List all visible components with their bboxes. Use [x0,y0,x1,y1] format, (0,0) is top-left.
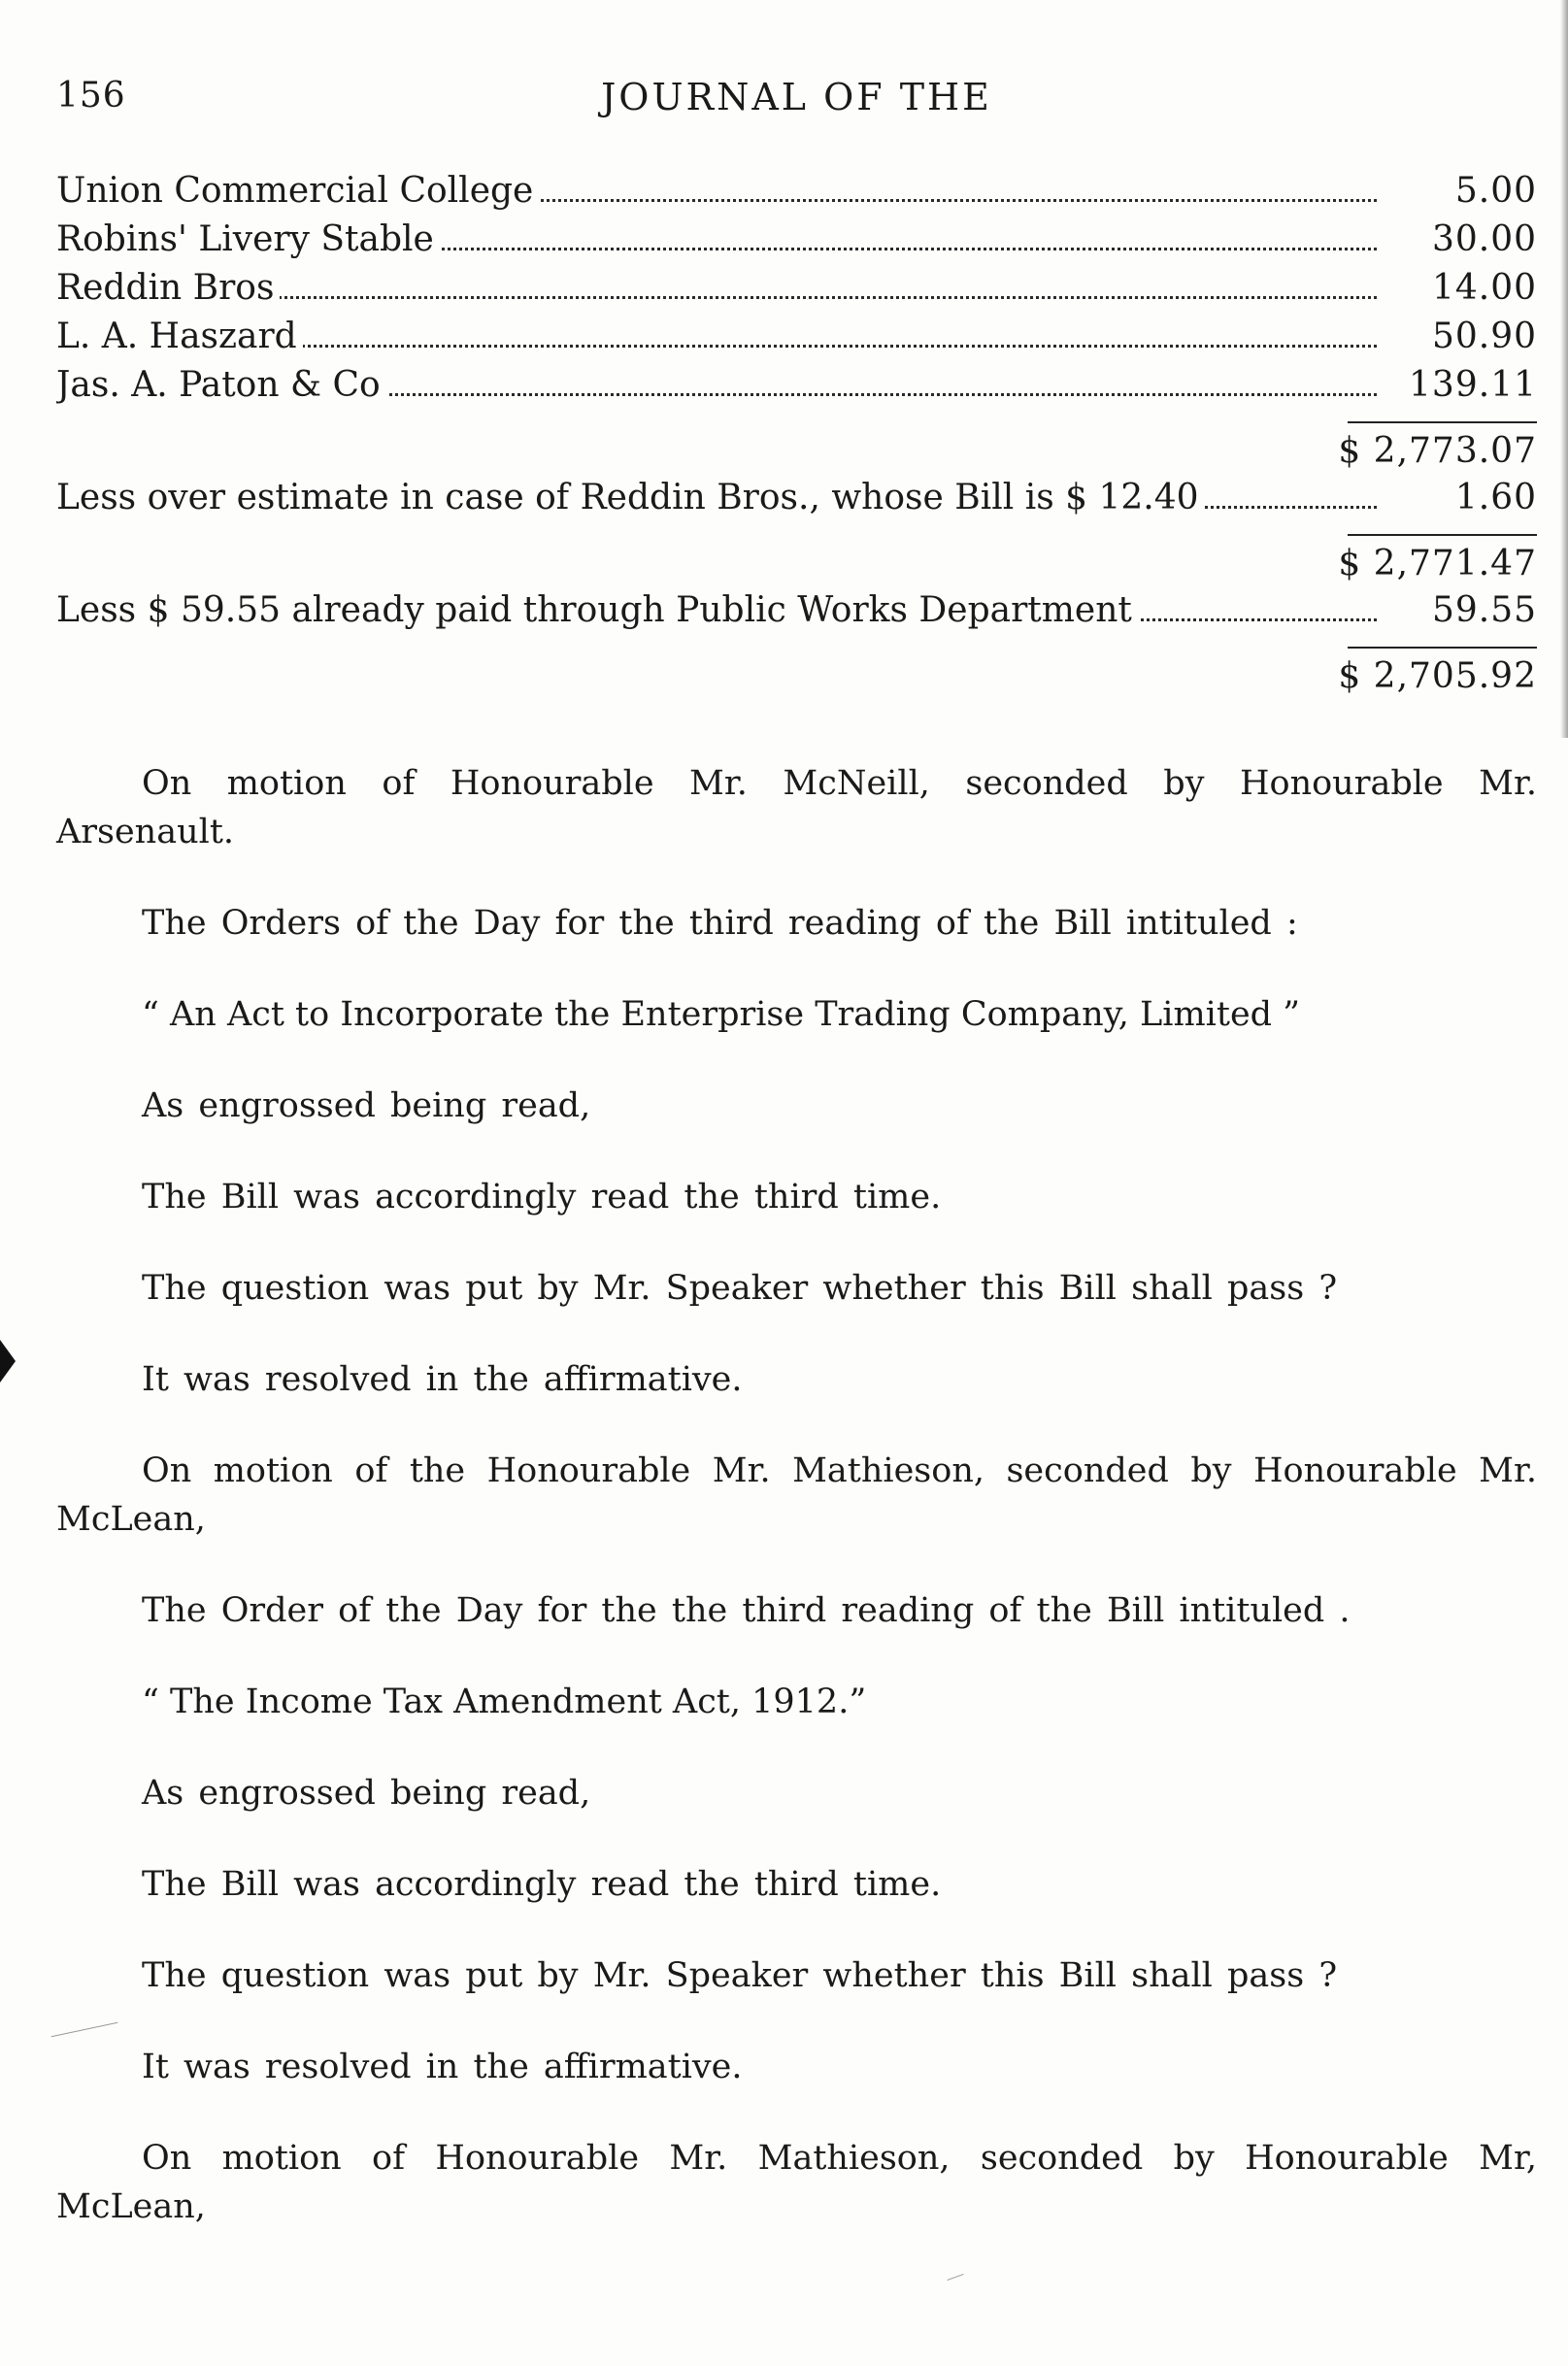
account-name: Reddin Bros [56,268,280,308]
paragraph: The Bill was accordingly read the third time. [142,1865,942,1904]
page-number: 156 [56,76,126,116]
account-name: Union Commercial College [56,171,539,211]
deduction-amount: 1.60 [1454,478,1537,517]
account-row [56,167,1537,216]
total-row [56,647,1537,699]
paragraph: The question was put by Mr. Speaker whether this Bill shall pass ? [142,1269,1338,1308]
paragraph: It was resolved in the affirmative. [142,2048,743,2086]
subtotal-amount: $ 2,771.47 [1338,544,1537,583]
account-name: Jas. A. Paton & Co [56,365,386,405]
margin-mark [0,1340,16,1383]
bill-title: “ The Income Tax Amendment Act, 1912.” [142,1683,867,1721]
accounts-table [56,167,1537,699]
paragraph: It was resolved in the affirmative. [142,1360,743,1399]
account-row [56,313,1537,361]
subtotal-row [56,534,1537,586]
account-row [56,216,1537,264]
account-row [56,361,1537,410]
paragraph: As engrossed being read, [142,1774,591,1813]
journal-body [56,759,1537,2231]
paragraph: On motion of Honourable Mr. McNeill, seconded by Honourable Mr. Arsenault. [56,764,1537,851]
paragraph: On motion of Honourable Mr. Mathieson, seconded by Honourable Mr, McLean, [56,2139,1537,2226]
account-amount: 30.00 [1431,219,1537,259]
paragraph: As engrossed being read, [142,1086,591,1125]
total-amount: $ 2,705.92 [1338,656,1537,696]
account-row [56,264,1537,313]
sum-rule [1348,421,1537,423]
deduction-label: Less $ 59.55 already paid through Public Works Department [56,590,1138,630]
subtotal-row [56,421,1537,474]
stray-mark [947,2274,963,2281]
subtotal-amount: $ 2,773.07 [1338,431,1537,471]
account-amount: 14.00 [1431,268,1537,308]
deduction-label: Less over estimate in case of Reddin Bros., whose Bill is $ 12.40 [56,478,1205,517]
running-head: JOURNAL OF THE [601,76,992,118]
sum-rule [1348,647,1537,649]
account-name: Robins' Livery Stable [56,219,440,259]
deduction-amount: 59.55 [1431,590,1537,630]
account-amount: 50.90 [1431,317,1537,356]
bill-title: “ An Act to Incorporate the Enterprise Trading Company, Limited ” [142,995,1301,1034]
page-header [56,76,1537,134]
account-amount: 5.00 [1454,171,1537,211]
paragraph: The Order of the Day for the the third reading of the Bill intituled . [142,1591,1351,1630]
sum-rule [1348,534,1537,536]
account-name: L. A. Haszard [56,317,303,356]
deduction-row [56,586,1537,635]
page-edge-shadow [1560,0,1568,738]
paragraph: On motion of the Honourable Mr. Mathieson, seconded by Honourable Mr. McLean, [56,1451,1537,1539]
account-amount: 139.11 [1409,365,1537,405]
paragraph: The question was put by Mr. Speaker whether this Bill shall pass ? [142,1956,1338,1995]
paragraph: The Bill was accordingly read the third time. [142,1178,942,1216]
paragraph: The Orders of the Day for the third reading of the Bill intituled : [142,904,1298,943]
deduction-row [56,474,1537,522]
